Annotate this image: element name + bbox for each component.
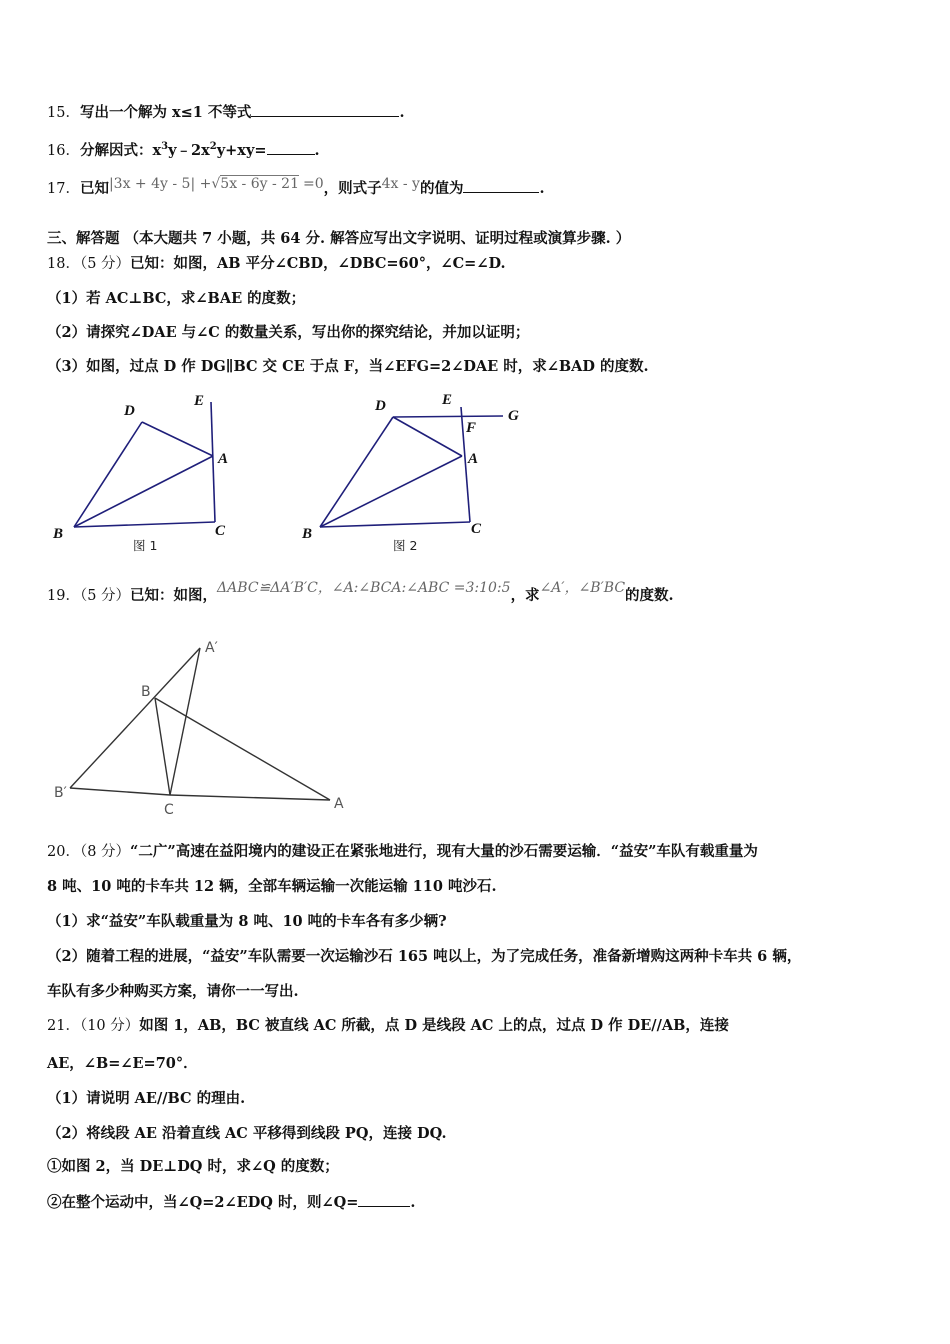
label-a: A [218, 451, 229, 467]
question-number: 17． [47, 181, 80, 197]
question-text: 已知：如图， [130, 587, 218, 604]
label-a: A [468, 451, 479, 467]
question-18-part3: （3）如图，过点 D 作 DG∥BC 交 CE 于点 F，当∠EFG=2∠DAE 时，求∠BAD 的度数. [47, 358, 649, 375]
question-score: （8 分） [79, 844, 131, 860]
section-heading: 三、解答题 （本大题共 7 小题，共 64 分. 解答应写出文字说明、证明过程或演算步骤. ） [47, 230, 631, 247]
figure-2-caption: 图 2 [393, 538, 418, 553]
question-end: . [410, 1194, 416, 1211]
segment-dg [393, 416, 503, 417]
expr-part: y﹣2x [168, 141, 210, 159]
question-text: ②在整个运动中，当∠Q=2∠EDQ 时，则∠Q= [47, 1194, 359, 1211]
expr-part: x [152, 141, 162, 159]
question-21-part1: （1）请说明 AE//BC 的理由. [47, 1090, 246, 1107]
label-c: C [164, 802, 174, 818]
label-a-prime: A′ [205, 640, 218, 656]
segment-bc [155, 698, 170, 795]
question-20-part2-cont: 车队有多少种购买方案，请你一一写出. [47, 983, 299, 1000]
question-number: 16． [47, 142, 80, 159]
segment-bd [74, 422, 142, 527]
question-number: 19． [47, 588, 80, 604]
question-18-part1: （1）若 AC⊥BC，求∠BAE 的度数； [47, 290, 306, 307]
question-20-part2: （2）随着工程的进展，“益安”车队需要一次运输沙石 165 吨以上，为了完成任务，准备新增购这两种卡车共 6 辆， [47, 948, 802, 965]
question-text: 的值为 [419, 180, 464, 197]
question-19 [47, 580, 674, 606]
expression: 4x - y [381, 176, 420, 192]
question-end: . [539, 180, 545, 197]
segment-bd [320, 417, 393, 527]
label-d: D [375, 398, 386, 414]
question-text: 写出一个解为 x≤1 不等式 [79, 104, 252, 121]
question-end: . [314, 141, 320, 159]
condition-formula: ΔABC≌ΔA′B′C，∠A:∠BCA:∠ABC =3:10:5 [217, 580, 511, 596]
sqrt-symbol: √ [211, 176, 221, 192]
exponent: 3 [161, 141, 169, 152]
question-21-stem [47, 1016, 729, 1036]
question-score: （10 分） [79, 1018, 140, 1034]
question-score: （5 分） [79, 256, 131, 272]
question-21-part2: （2）将线段 AE 沿着直线 AC 平移得到线段 PQ，连接 DQ. [47, 1125, 447, 1142]
exponent: 2 [209, 141, 217, 152]
segment-ba [155, 698, 330, 800]
question-21-sub1: ①如图 2，当 DE⊥DQ 时，求∠Q 的度数； [47, 1158, 339, 1175]
question-score: （5 分） [79, 588, 131, 604]
ask-formula: ∠A′，∠B′BC [539, 580, 626, 596]
label-b-prime: B′ [54, 785, 67, 801]
label-f: F [466, 420, 477, 436]
segment-bc [74, 522, 215, 527]
question-21-sub2 [47, 1192, 415, 1213]
question-number: 15． [47, 105, 80, 121]
question-label: 分解因式： [79, 141, 153, 159]
question-end: . [399, 104, 405, 121]
equation-end: =0 [302, 176, 324, 192]
question-number: 21． [47, 1018, 80, 1034]
figure-1-caption: 图 1 [133, 538, 158, 553]
equation-abs: |3x + 4y - 5| + [108, 176, 212, 192]
segment-da [393, 417, 462, 456]
label-g: G [508, 408, 519, 424]
segment-da [142, 422, 213, 456]
question-text: 已知 [79, 180, 109, 197]
question-number: 18． [47, 256, 80, 272]
label-e: E [442, 392, 453, 408]
question-text: 如图 1，AB，BC 被直线 AC 所截，点 D 是线段 AC 上的点，过点 D 作 DE//AB，连接 [139, 1017, 729, 1034]
equation-root: 5x - 6y - 21 [220, 176, 299, 192]
question-text: 的度数. [625, 587, 674, 604]
label-b: B [302, 526, 313, 542]
segment-ca [170, 795, 330, 800]
segment-ba [320, 456, 462, 527]
question-text: ，求 [510, 587, 540, 604]
segment-b1c [70, 788, 170, 795]
question-text: 已知：如图，AB 平分∠CBD，∠DBC=60°，∠C=∠D. [130, 255, 506, 272]
question-20-stem [47, 842, 758, 862]
label-b: B [141, 684, 151, 700]
segment-bc [320, 522, 470, 527]
question-number: 20． [47, 844, 80, 860]
label-c: C [471, 521, 482, 537]
segment-ec [211, 402, 215, 522]
question-18-part2: （2）请探究∠DAE 与∠C 的数量关系，写出你的探究结论，并加以证明； [47, 324, 530, 341]
label-b: B [53, 526, 64, 542]
answer-blank[interactable] [358, 1192, 410, 1207]
question-20-part1: （1）求“益安”车队载重量为 8 吨、10 吨的卡车各有多少辆? [47, 913, 447, 930]
label-e: E [194, 393, 205, 409]
question-21-line2: AE，∠B=∠E=70°． [47, 1055, 198, 1072]
question-20-line2: 8 吨、10 吨的卡车共 12 辆，全部车辆运输一次能运输 110 吨沙石. [47, 878, 497, 895]
segment-b1a1 [70, 648, 200, 788]
question-text: ，则式子 [323, 180, 382, 197]
label-c: C [215, 523, 226, 539]
label-a: A [334, 796, 344, 812]
segment-ba [74, 456, 213, 527]
question-text: “二广”高速在益阳境内的建设正在紧张地进行，现有大量的沙石需要运输．“益安”车队有载重量为 [130, 843, 758, 860]
expr-part: y+xy= [216, 141, 267, 159]
label-d: D [124, 403, 135, 419]
